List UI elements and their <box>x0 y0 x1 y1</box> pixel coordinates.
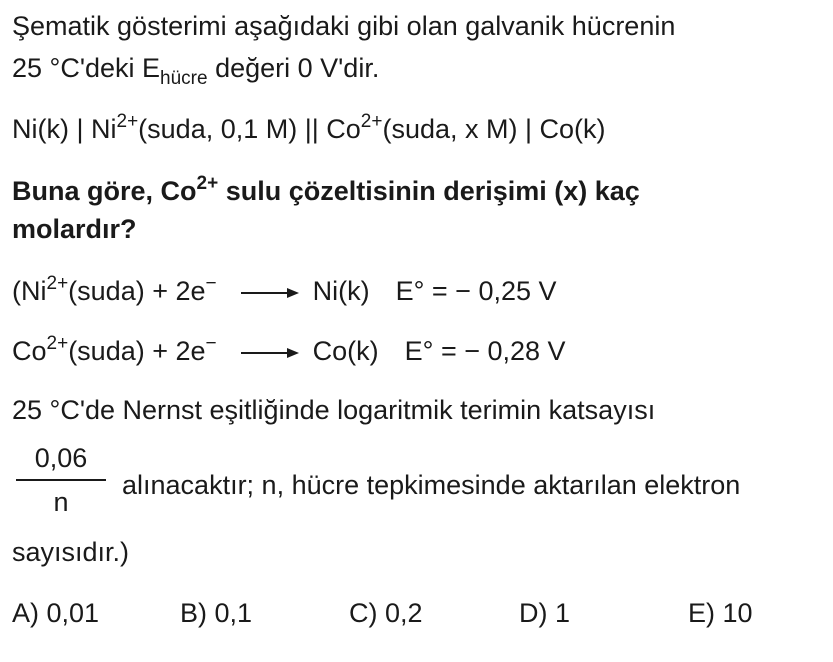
reaction-co-reactant: Co <box>12 336 47 366</box>
intro-text-2-suffix: değeri 0 V'dir. <box>207 53 380 83</box>
question-co-charge: 2+ <box>196 173 219 194</box>
reaction-co-electron-charge: − <box>205 333 217 354</box>
question-prefix: Buna göre, Co <box>12 176 197 206</box>
option-e[interactable]: E) 10 <box>688 598 753 628</box>
nernst-fraction <box>16 441 106 517</box>
question-line-1 <box>12 174 640 208</box>
cell-notation-anode: Ni(k) | Ni <box>12 114 117 144</box>
reaction-co-electrons: (suda) + 2e <box>68 336 206 366</box>
fraction-numerator: 0,06 <box>34 443 88 473</box>
nernst-text-3: sayısıdır.) <box>12 537 130 567</box>
reaction-ni-electron-charge: − <box>205 273 217 294</box>
question-line-2 <box>12 212 137 246</box>
intro-text-1: Şematik gösterimi aşağıdaki gibi olan galvanik hücrenin <box>12 11 676 41</box>
intro-line-2 <box>12 51 380 89</box>
e-cell-subscript: hücre <box>160 68 208 89</box>
nernst-text-2: alınacaktır; n, hücre tepkimesinde aktarılan elektron <box>122 470 741 500</box>
reaction-ni-charge: 2+ <box>46 273 69 294</box>
fraction-bar <box>16 479 106 481</box>
reaction-arrow-icon <box>241 287 299 299</box>
intro-line-1 <box>12 9 675 43</box>
reaction-co-product: Co(k) <box>312 336 379 366</box>
option-b[interactable]: B) 0,1 <box>180 598 253 628</box>
option-c[interactable]: C) 0,2 <box>349 598 423 628</box>
nernst-line-3 <box>12 535 129 569</box>
fraction-denominator: n <box>53 487 69 517</box>
reaction-ni-electrons: (suda) + 2e <box>68 276 206 306</box>
option-a[interactable]: A) 0,01 <box>12 598 100 628</box>
option-d[interactable]: D) 1 <box>519 598 571 628</box>
question-text-2: molardır? <box>12 214 137 244</box>
co-charge: 2+ <box>360 111 383 132</box>
reaction-co-charge: 2+ <box>46 333 69 354</box>
answer-options <box>0 596 833 630</box>
question-suffix: sulu çözeltisinin derişimi (x) kaç <box>218 176 640 206</box>
cell-notation <box>12 112 606 146</box>
reaction-arrow-icon <box>241 347 299 359</box>
nernst-text-1: 25 °C'de Nernst eşitliğinde logaritmik terimin katsayısı <box>12 395 656 425</box>
reaction-ni-potential: E° = − 0,25 V <box>395 276 557 306</box>
reaction-ni-reactant: (Ni <box>12 276 47 306</box>
reaction-co-potential: E° = − 0,28 V <box>404 336 566 366</box>
reaction-co <box>12 334 566 368</box>
cell-notation-bridge: (suda, 0,1 M) || Co <box>138 114 361 144</box>
reaction-ni <box>12 274 557 308</box>
nernst-line-1 <box>12 393 655 427</box>
intro-text-2-prefix: 25 °C'deki E <box>12 53 161 83</box>
nernst-line-2 <box>122 468 740 502</box>
reaction-ni-product: Ni(k) <box>312 276 370 306</box>
ni-charge: 2+ <box>116 111 139 132</box>
cell-notation-cathode: (suda, x M) | Co(k) <box>382 114 606 144</box>
